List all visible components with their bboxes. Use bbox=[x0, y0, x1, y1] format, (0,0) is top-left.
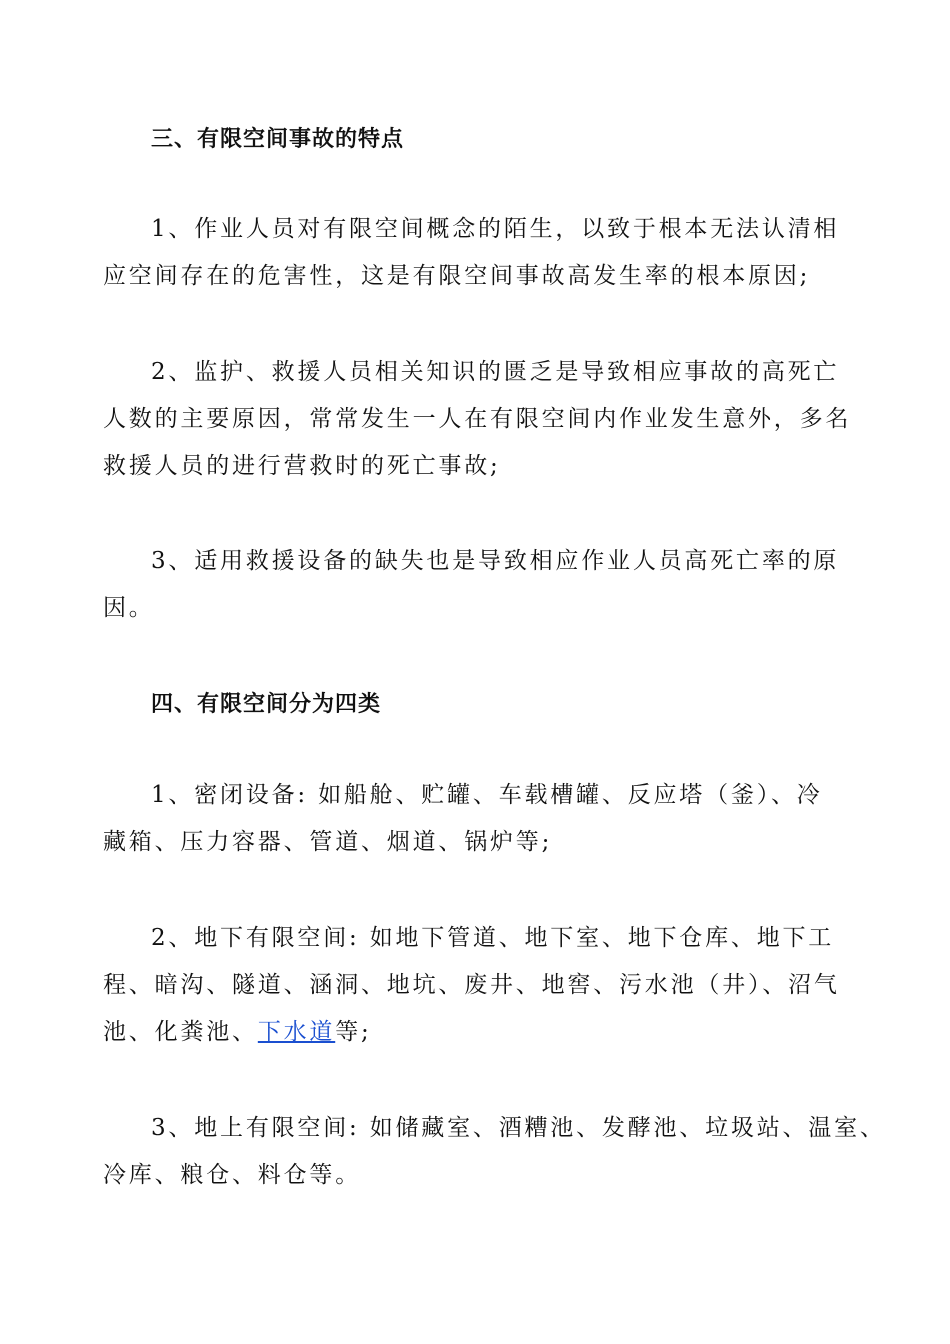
sewer-link[interactable]: 下水道 bbox=[257, 1019, 336, 1045]
paragraph-line: 2、监护、救援人员相关知识的匮乏是导致相应事故的高死亡 bbox=[151, 359, 840, 385]
paragraph-line: 程、暗沟、隧道、涵洞、地坑、废井、地窖、污水池（井）、沼气 bbox=[103, 972, 840, 998]
paragraph-line: 藏箱、压力容器、管道、烟道、锅炉等; bbox=[103, 829, 553, 855]
paragraph-line: 1、密闭设备: 如船舱、贮罐、车载槽罐、反应塔（釜）、冷 bbox=[151, 782, 823, 808]
paragraph-line: 救援人员的进行营救时的死亡事故; bbox=[103, 453, 501, 479]
paragraph-4-3 bbox=[103, 1105, 886, 1199]
paragraph-line: 因。 bbox=[103, 595, 155, 621]
paragraph-3-1 bbox=[103, 206, 863, 300]
line-text-after-link: 等; bbox=[335, 1019, 372, 1045]
paragraph-4-2 bbox=[103, 915, 863, 1056]
line-text-before-link: 池、化粪池、 bbox=[103, 1019, 258, 1045]
paragraph-line: 1、作业人员对有限空间概念的陌生，以致于根本无法认清相 bbox=[151, 216, 840, 242]
paragraph-line: 应空间存在的危害性，这是有限空间事故高发生率的根本原因; bbox=[103, 263, 811, 289]
paragraph-line bbox=[103, 1009, 863, 1056]
paragraph-line: 冷库、粮仓、料仓等。 bbox=[103, 1162, 361, 1188]
section-heading-4: 四、有限空间分为四类 bbox=[151, 691, 382, 717]
paragraph-line: 人数的主要原因，常常发生一人在有限空间内作业发生意外，多名 bbox=[103, 406, 852, 432]
paragraph-3-3 bbox=[103, 538, 863, 632]
paragraph-line: 3、地上有限空间: 如储藏室、酒糟池、发酵池、垃圾站、温室、 bbox=[151, 1115, 886, 1141]
paragraph-4-1 bbox=[103, 772, 863, 866]
section-heading-3: 三、有限空间事故的特点 bbox=[151, 126, 405, 152]
paragraph-3-2 bbox=[103, 349, 863, 490]
paragraph-line: 3、适用救援设备的缺失也是导致相应作业人员高死亡率的原 bbox=[151, 548, 840, 574]
paragraph-line: 2、地下有限空间: 如地下管道、地下室、地下仓库、地下工 bbox=[151, 925, 835, 951]
